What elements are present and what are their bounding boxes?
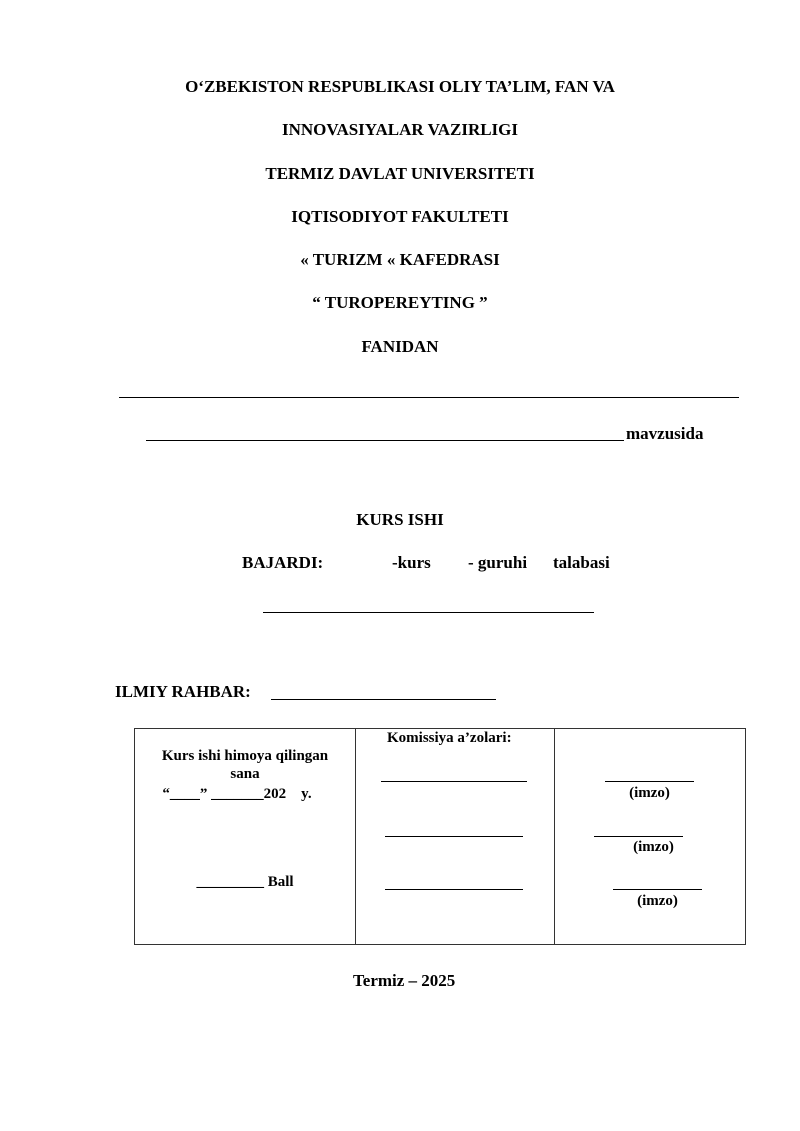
- defense-date-field: “____” _______202 y.: [162, 786, 312, 802]
- signature-line-1: [605, 781, 694, 782]
- faculty-name: IQTISODIYOT FAKULTETI: [291, 207, 509, 226]
- commission-member-line-1: [381, 781, 527, 782]
- signature-label-1: (imzo): [629, 785, 670, 801]
- subject-suffix: FANIDAN: [361, 337, 439, 356]
- table-divider-2: [554, 729, 555, 944]
- commission-member-line-3: [385, 889, 523, 890]
- commission-member-line-2: [385, 836, 523, 837]
- advisor-name-line: [271, 699, 496, 700]
- department-name: « TURIZM « KAFEDRASI: [300, 250, 500, 269]
- signature-label-3: (imzo): [637, 893, 678, 909]
- topic-suffix: mavzusida: [626, 424, 704, 443]
- ministry-line-2: INNOVASIYALAR VAZIRLIGI: [281, 120, 519, 139]
- defense-date-label-2: sana: [230, 766, 260, 782]
- work-title: KURS ISHI: [356, 510, 444, 529]
- ministry-line-1: O‘ZBEKISTON RESPUBLIKASI OLIY TA’LIM, FAN VA: [185, 77, 615, 96]
- place-year: Termiz – 2025: [353, 971, 456, 990]
- subject-name: “ TUROPEREYTING ”: [312, 293, 488, 312]
- defense-date-label-1: Kurs ishi himoya qilingan: [161, 748, 329, 764]
- topic-blank-line-1: [119, 397, 739, 398]
- signature-line-2: [594, 836, 683, 837]
- student-name-line: [263, 612, 594, 613]
- signature-label-2: (imzo): [633, 839, 674, 855]
- group-label: - guruhi: [468, 553, 528, 572]
- performed-label: BAJARDI:: [242, 553, 324, 572]
- advisor-label: ILMIY RAHBAR:: [115, 682, 251, 701]
- topic-blank-line-2: [146, 440, 624, 441]
- commission-title: Komissiya a’zolari:: [387, 730, 512, 746]
- defense-table: [134, 728, 746, 945]
- ball-field: _________ Ball: [196, 874, 294, 890]
- university-name: TERMIZ DAVLAT UNIVERSITETI: [265, 164, 535, 183]
- table-divider-1: [355, 729, 356, 944]
- course-label: -kurs: [392, 553, 431, 572]
- student-label: talabasi: [553, 553, 610, 572]
- signature-line-3: [613, 889, 702, 890]
